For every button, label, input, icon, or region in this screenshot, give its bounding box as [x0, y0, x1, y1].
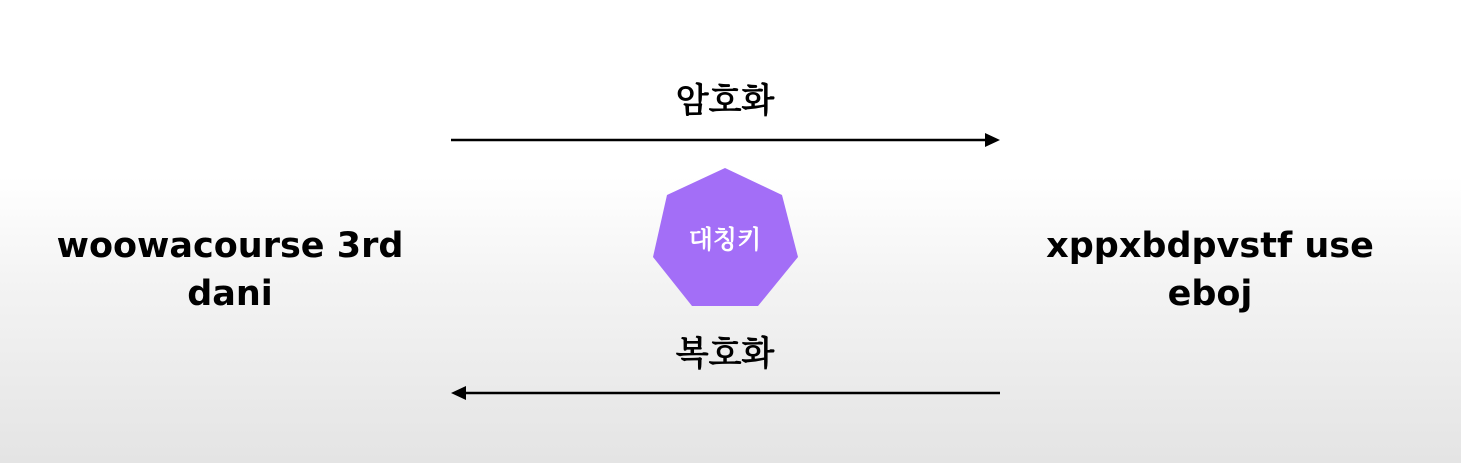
plaintext-block	[30, 222, 430, 318]
plaintext-line-1: woowacourse 3rd	[56, 226, 404, 266]
ciphertext-line-2: eboj	[1167, 274, 1253, 314]
ciphertext-line-1: xppxbdpvstf use	[1046, 226, 1374, 266]
decrypt-arrow	[451, 386, 1000, 400]
encrypt-arrow	[451, 133, 1000, 147]
ciphertext-block	[1010, 222, 1410, 318]
symmetric-key-label: 대칭키	[688, 225, 762, 254]
plaintext-line-2: dani	[187, 274, 273, 314]
encrypt-label: 암호화	[675, 81, 775, 121]
decrypt-label: 복호화	[675, 334, 775, 374]
